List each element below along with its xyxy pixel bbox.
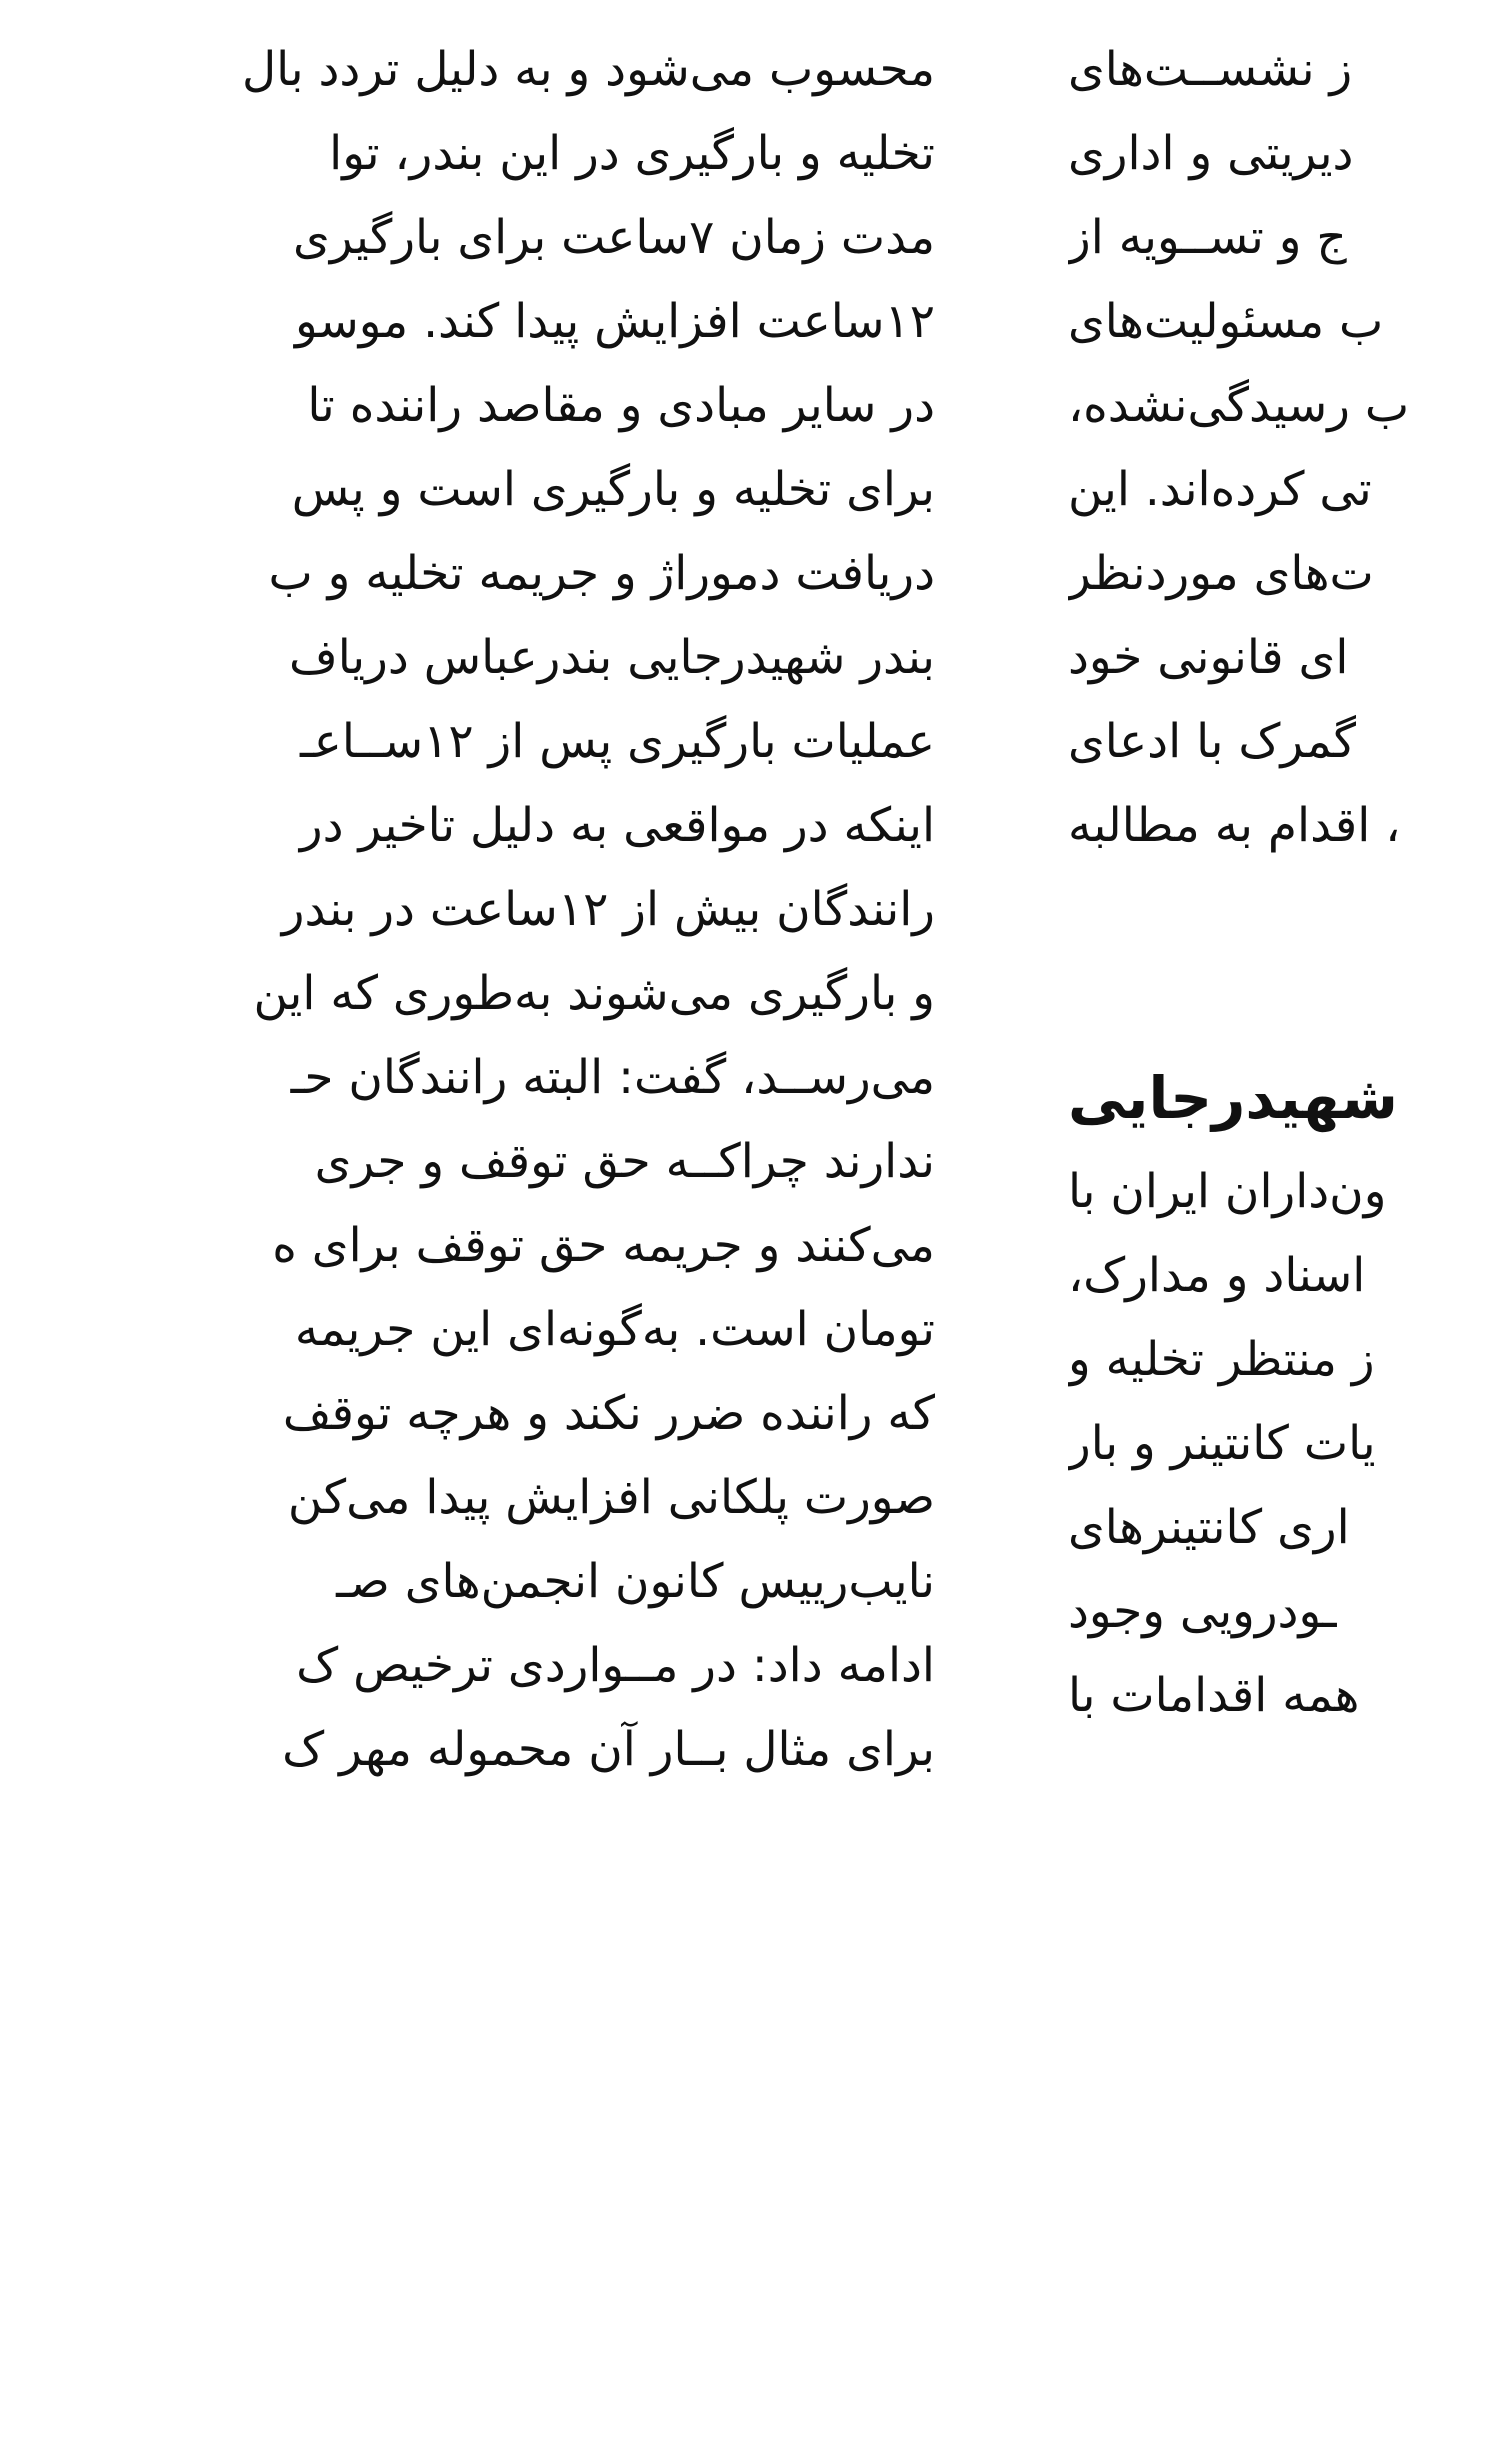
- body-text-line: نایب‌رییس کانون انجمن‌های صـ: [336, 1554, 935, 1609]
- body-text-line: رانندگان بیش از ۱۲ساعت در بندر: [281, 882, 935, 937]
- body-text-line: ب رسیدگی‌نشده،: [1068, 378, 1410, 433]
- body-text-line: می‌کنند و جریمه حق توقف برای ه: [272, 1218, 935, 1273]
- body-text-line: ادامه داد: در مــواردی ترخیص ک: [296, 1638, 935, 1693]
- article-column-left: [0, 28, 935, 2449]
- body-text-line: دریافت دموراژ و جریمه تخلیه و ب: [268, 546, 935, 601]
- body-text-line: مدت زمان ۷ساعت برای بارگیری: [293, 210, 935, 265]
- body-text-line: اری کانتینرهای: [1068, 1500, 1350, 1555]
- body-text-line: تخلیه و بارگیری در این بندر، توا: [329, 126, 935, 181]
- body-text-line: ز منتظر تخلیه و: [1068, 1332, 1375, 1387]
- body-text-line: بندر شهیدرجایی بندرعباس دریاف: [289, 630, 935, 685]
- body-text-line: در سایر مبادی و مقاصد راننده تا: [307, 378, 935, 433]
- body-text-line: و بارگیری می‌شوند به‌طوری که این: [253, 966, 935, 1021]
- body-text-line: یات کانتینر و بار: [1068, 1416, 1376, 1471]
- body-text-line: صورت پلکانی افزایش پیدا می‌کن: [287, 1470, 935, 1525]
- body-text-line: اسناد و مدارک،: [1068, 1248, 1366, 1303]
- body-text-line: برای مثال بــار آن محموله مهر ک: [282, 1722, 935, 1777]
- body-text-line: محسوب می‌شود و به دلیل تردد بال: [242, 42, 935, 97]
- body-text-line: همه اقدامات با: [1068, 1668, 1360, 1723]
- body-text-line: اینکه در مواقعی به دلیل تاخیر در: [299, 798, 935, 853]
- body-text-line: ت‌های موردنظر: [1068, 546, 1374, 601]
- article-column-right: [1068, 28, 1500, 2449]
- section-headline: شهیدرجایی: [1068, 1064, 1398, 1132]
- body-text-line: ای قانونی خود: [1068, 630, 1349, 685]
- body-text-line: تی کرده‌اند. این: [1068, 462, 1372, 517]
- body-text-line: ۱۲ساعت افزایش پیدا کند. موسو: [295, 294, 935, 349]
- body-text-line: که راننده ضرر نکند و هرچه توقف: [282, 1386, 935, 1441]
- body-text-line: می‌رســد، گفت: البته رانندگان حـ: [290, 1050, 935, 1105]
- body-text-line: برای تخلیه و بارگیری است و پس: [291, 462, 935, 517]
- body-text-line: ج و تســویه از: [1068, 210, 1347, 265]
- paragraph-gap: [1068, 868, 1500, 1036]
- body-text-line: تومان است. به‌گونه‌ای این جریمه: [294, 1302, 935, 1357]
- body-text-line: گمرک با ادعای: [1068, 714, 1356, 769]
- body-text-line: ـودرویی وجود: [1068, 1584, 1337, 1639]
- body-text-line: دیریتی و اداری: [1068, 126, 1354, 181]
- body-text-line: ب مسئولیت‌های: [1068, 294, 1384, 349]
- body-text-line: ز نشســت‌های: [1068, 42, 1353, 97]
- body-text-line: عملیات بارگیری پس از ۱۲ســاعـ: [300, 714, 935, 769]
- body-text-line: ون‌داران ایران با: [1068, 1164, 1387, 1219]
- body-text-line: ، اقدام به مطالبه: [1068, 798, 1401, 853]
- body-text-line: ندارند چراکــه حق توقف و جری: [314, 1134, 935, 1189]
